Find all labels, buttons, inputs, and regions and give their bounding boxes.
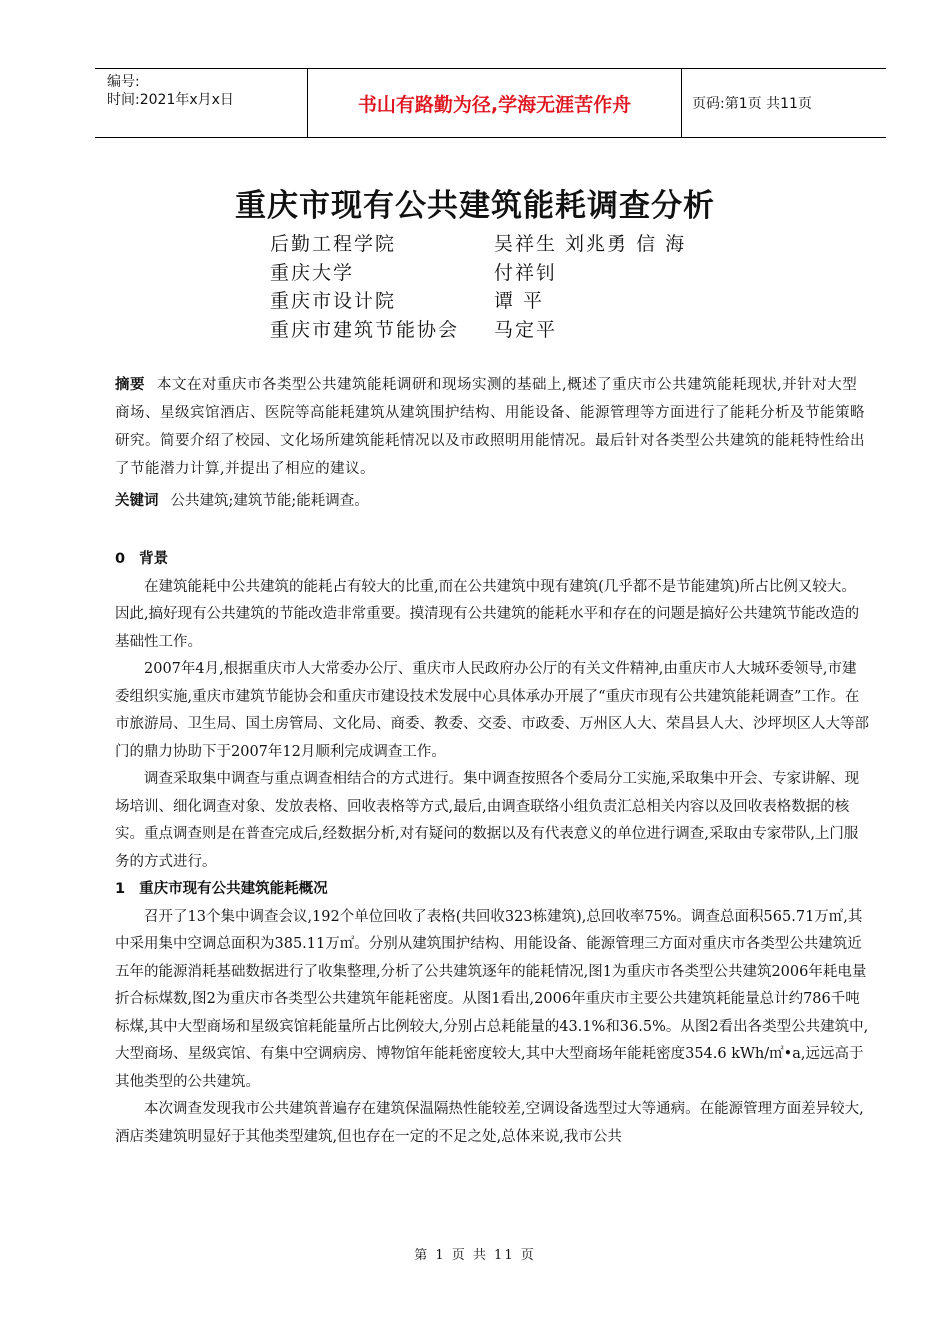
author-org: 重庆大学 (270, 261, 355, 284)
section-title: 背景 (139, 551, 169, 567)
section-number: 1 (115, 881, 126, 897)
keywords-text: 公共建筑;建筑节能;能耗调查。 (170, 493, 369, 509)
abstract-text: 本文在对重庆市各类型公共建筑能耗调研和现场实测的基础上,概述了重庆市公共建筑能耗现状,并针对大型商场、星级宾馆酒店、医院等高能耗建筑从建筑围护结构、用能设备、能源管理等方面进行了能耗分析及节能策略研究。简要介绍了校园、文化场所建筑能耗情况以及市政照明用能情况。最后针对各类型公共建筑的能耗特性给出了节能潜力计算,并提出了相应的建议。 (115, 377, 865, 477)
keywords (115, 487, 869, 515)
paragraph: 召开了13个集中调查会议,192个单位回收了表格(共回收323栋建筑),总回收率75%。调查总面积565.71万㎡,其中采用集中空调总面积为385.11万㎡。分别从建筑围护结构、用能设备、能源管理三方面对重庆市各类型公共建筑近五年的能源消耗基础数据进行了收集整理,分析了公共建筑逐年的能耗情况,图1为重庆市各类型公共建筑2006年耗电量折合标煤数,图2为重庆市各类型公共建筑年能耗密度。从图1看出,2006年重庆市主要公共建筑耗能量总计约786千吨标煤,其中大型商场和星级宾馆耗能量所占比例较大,分别占总耗能量的43.1%和36.5%。从图2看出各类型公共建筑中,大型商场、星级宾馆、有集中空调病房、博物馆年能耗密度较大,其中大型商场年能耗密度354.6 kWh/㎡•a,远远高于其他类型的公共建筑。 (115, 908, 869, 1090)
author-org: 重庆市建筑节能协会 (270, 318, 460, 341)
section-heading-background (115, 546, 869, 574)
header-page-code: 页码:第1页 共11页 (692, 96, 812, 112)
author-org: 后勤工程学院 (270, 233, 397, 255)
author-names: 谭 平 (494, 290, 545, 312)
page-header (95, 68, 886, 138)
author-row (270, 259, 686, 288)
keywords-label: 关键词 (115, 493, 159, 509)
author-row (270, 287, 686, 316)
header-meta (95, 69, 308, 137)
author-list (270, 230, 686, 344)
author-names: 付祥钊 (494, 261, 558, 284)
paragraph: 本次调查发现我市公共建筑普遍存在建筑保温隔热性能较差,空调设备选型过大等通病。在能源管理方面差异较大,酒店类建筑明显好于其他类型建筑,但也存在一定的不足之处,总体来说,我市公共 (115, 1101, 864, 1145)
document-title: 重庆市现有公共建筑能耗调查分析 (235, 188, 715, 224)
author-org: 重庆市设计院 (270, 290, 397, 312)
section-heading-overview (115, 876, 869, 904)
page-footer: 第 1 页 共 11 页 (414, 1248, 536, 1263)
section-title: 重庆市现有公共建筑能耗概况 (139, 881, 328, 897)
number-label: 编号: (107, 74, 140, 90)
paragraph: 在建筑能耗中公共建筑的能耗占有较大的比重,而在公共建筑中现有建筑(几乎都不是节能建筑)所占比例又较大。因此,搞好现有公共建筑的节能改造非常重要。摸清现有公共建筑的能耗水平和存在的问题是搞好公共建筑节能改造的基础性工作。 (115, 578, 860, 650)
author-names: 马定平 (494, 318, 558, 341)
main-content (115, 546, 869, 1151)
header-motto: 书山有路勤为径,学海无涯苦作舟 (308, 69, 682, 137)
paragraph: 2007年4月,根据重庆市人大常委办公厅、重庆市人民政府办公厅的有关文件精神,由重庆市人大城环委领导,市建委组织实施,重庆市建筑节能协会和重庆市建设技术发展中心具体承办开展了“重庆市现有公共建筑能耗调查”工作。在市旅游局、卫生局、国土房管局、文化局、商委、教委、交委、市政委、万州区人大、荣昌县人大、沙坪坝区人大等部门的鼎力协助下于2007年12月顺利完成调查工作。 (115, 661, 869, 760)
author-row (270, 316, 686, 345)
abstract-label: 摘要 (115, 377, 145, 393)
time-label: 时间:2021年x月x日 (107, 92, 234, 108)
abstract (115, 371, 869, 483)
paragraph: 调查采取集中调查与重点调查相结合的方式进行。集中调查按照各个委局分工实施,采取集中开会、专家讲解、现场培训、细化调查对象、发放表格、回收表格等方式,最后,由调查联络小组负责汇总相关内容以及回收表格数据的核实。重点调查则是在普查完成后,经数据分析,对有疑问的数据以及有代表意义的单位进行调查,采取由专家带队,上门服务的方式进行。 (115, 771, 860, 870)
section-number: 0 (115, 551, 126, 567)
author-names: 吴祥生 刘兆勇 信 海 (494, 233, 687, 255)
author-row (270, 230, 686, 259)
